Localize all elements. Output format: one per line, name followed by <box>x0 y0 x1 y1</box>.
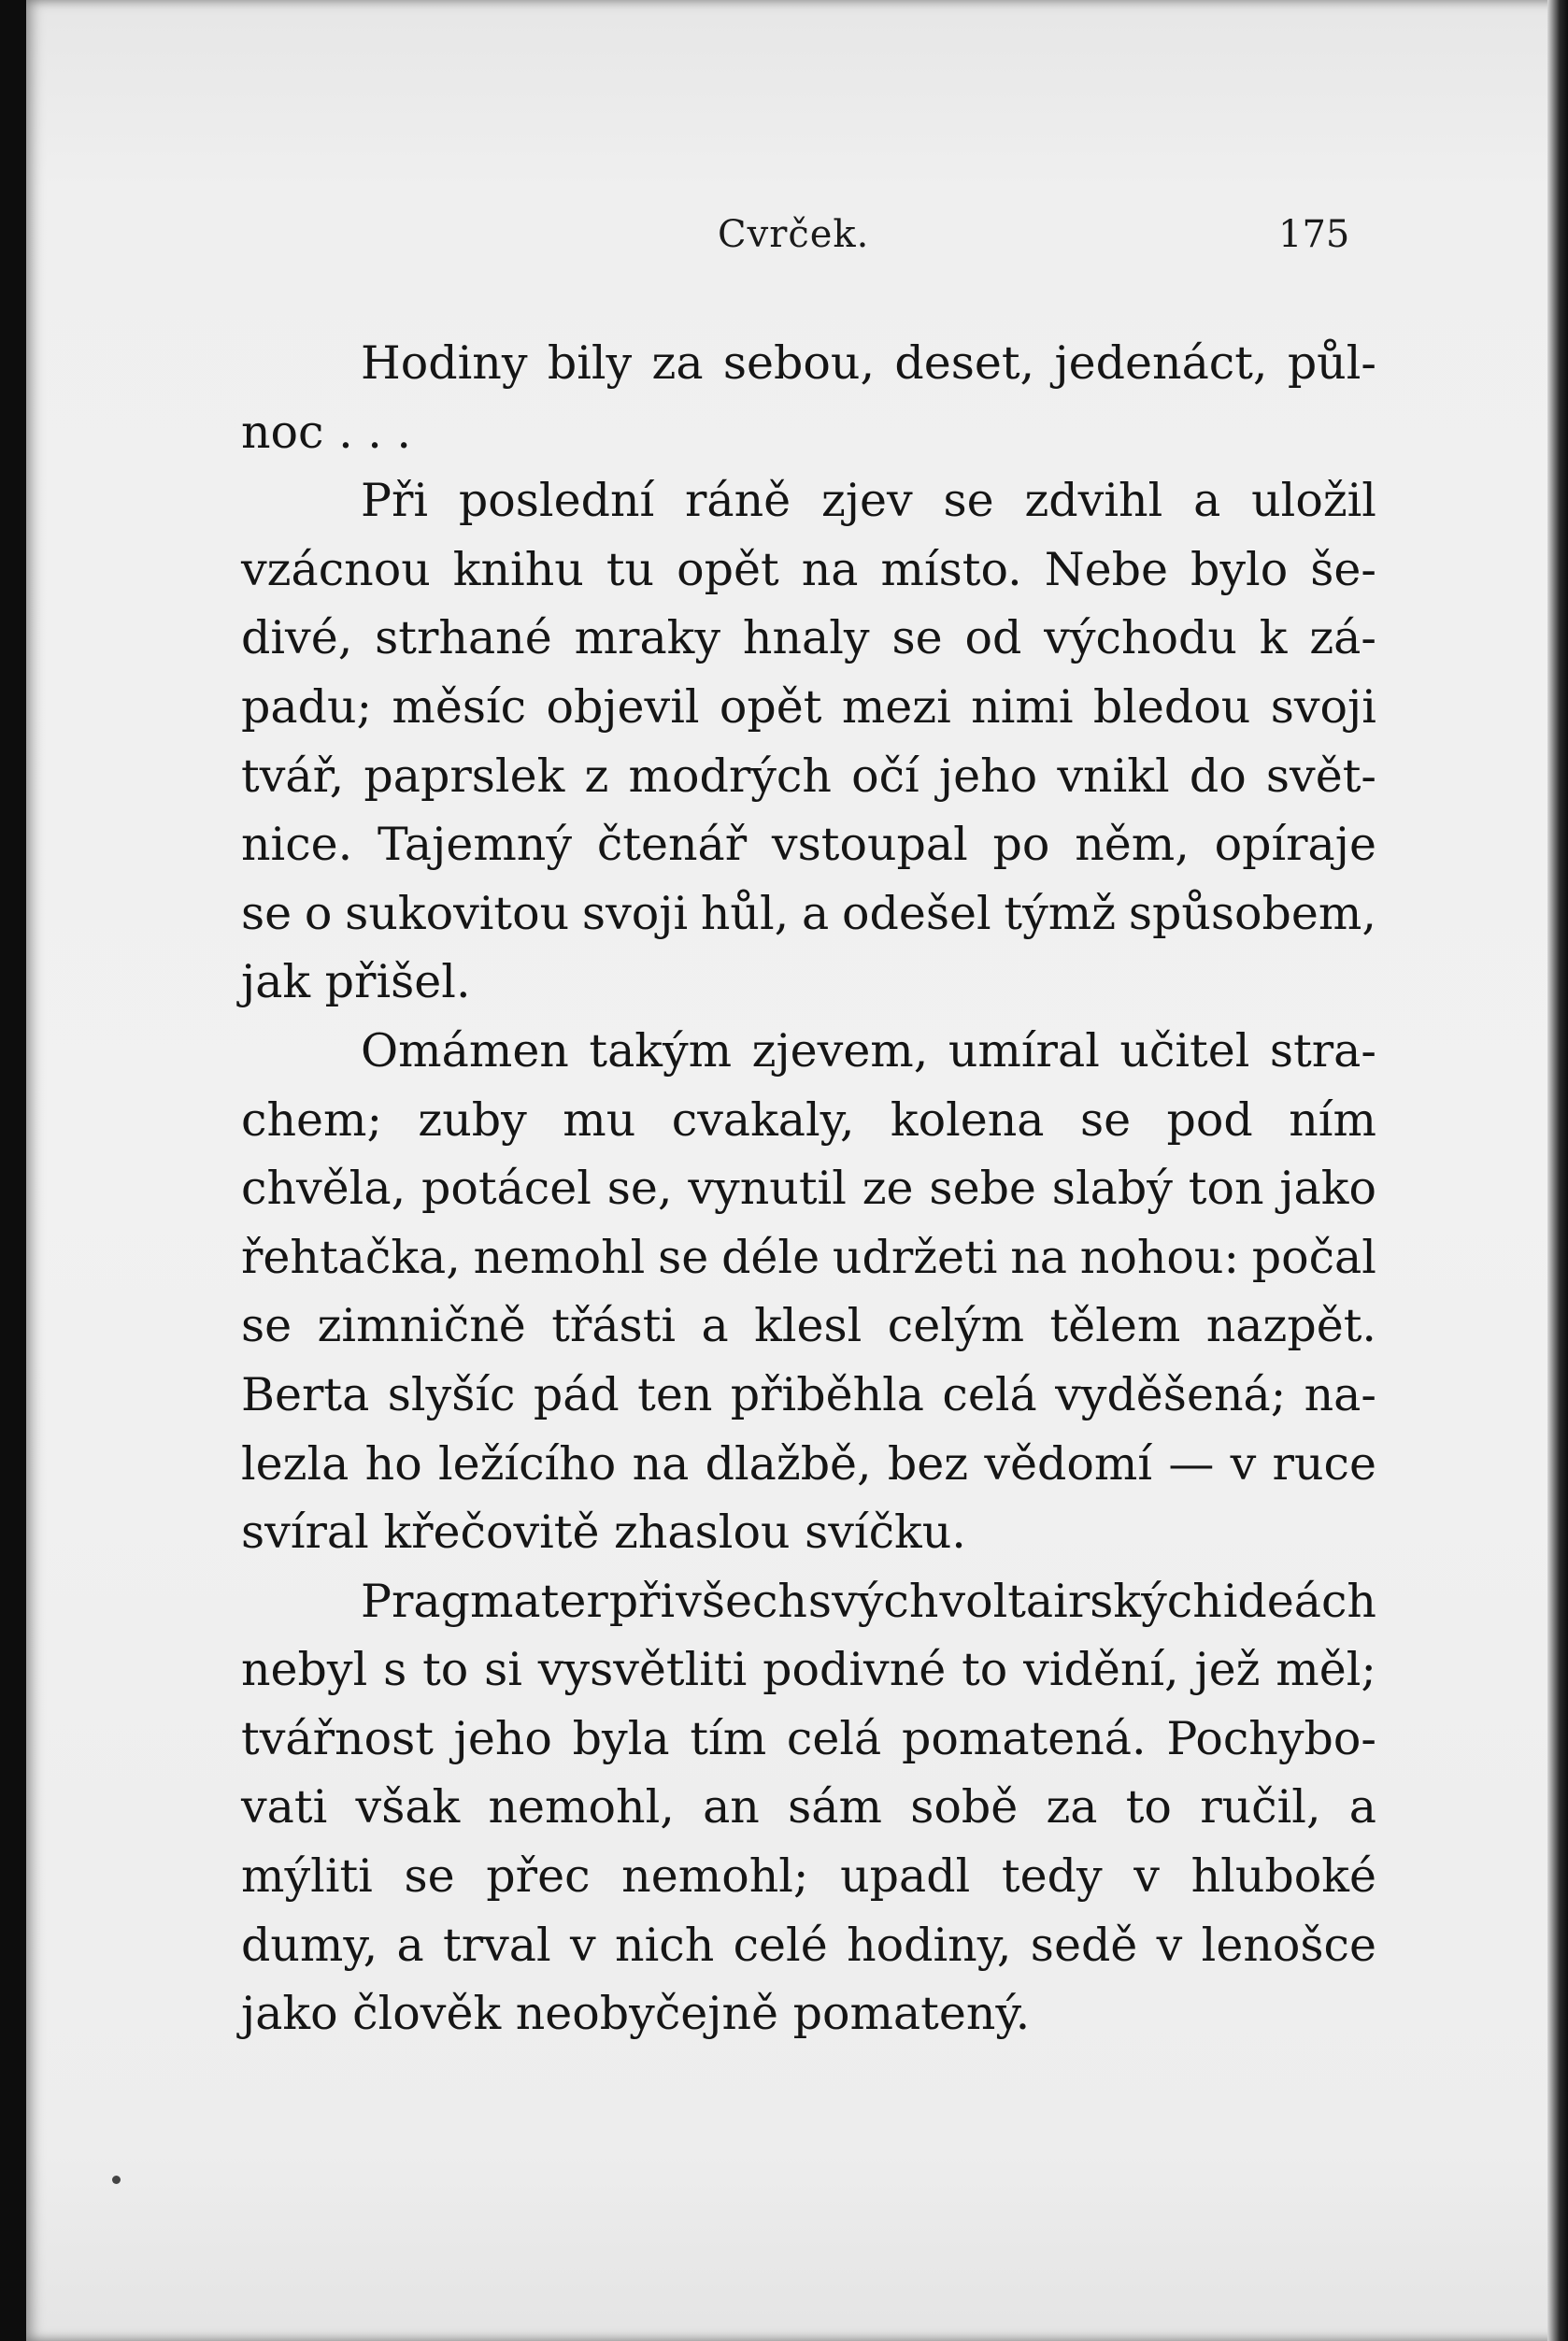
paper-speck <box>112 2176 121 2184</box>
text-line: mýliti se přec nemohl; upadl tedy v hluboké <box>241 1849 1376 1904</box>
text-line: lezla ho ležícího na dlažbě, bez vědomí — v ruce <box>241 1436 1376 1491</box>
text-line: svíral křečovitě zhaslou svíčku. <box>241 1506 966 1560</box>
page-edge-shadow <box>1547 0 1568 2341</box>
text-line: chvěla, potácel se, vynutil ze sebe slabý ton jako <box>241 1162 1376 1216</box>
text-line: Berta slyšíc pád ten přiběhla celá vyděšená; na- <box>241 1367 1376 1421</box>
text-line: vati však nemohl, an sám sobě za to ručil, a <box>241 1780 1376 1834</box>
text-line: dumy, a trval v nich celé hodiny, sedě v lenošce <box>241 1918 1376 1972</box>
book-page <box>26 0 1568 2341</box>
text-line: nice. Tajemný čtenář vstoupal po něm, opíraje <box>241 818 1376 872</box>
text-line: vzácnou knihu tu opět na místo. Nebe bylo še- <box>241 542 1376 596</box>
chapter-title: Cvrček. <box>718 213 870 256</box>
text-line: divé, strhané mraky hnaly se od východu k zá- <box>241 611 1376 665</box>
text-line: Omámen takým zjevem, umíral učitel stra- <box>361 1023 1376 1078</box>
text-line: noc . . . <box>241 405 411 459</box>
text-line: jako člověk neobyčejně pomatený. <box>241 1987 1031 2041</box>
text-line: řehtačka, nemohl se déle udržeti na nohou: počal <box>241 1230 1376 1284</box>
text-line: Hodiny bily za sebou, deset, jedenáct, půl- <box>361 336 1376 390</box>
running-header <box>26 213 1568 269</box>
text-line: se zimničně třásti a klesl celým tělem nazpět. <box>241 1299 1376 1353</box>
text-line: Při poslední ráně zjev se zdvihl a uložil <box>361 474 1376 528</box>
page-number: 175 <box>1278 213 1350 256</box>
text-line: nebyl s to si vysvětliti podivné to vidění, jež měl; <box>241 1643 1376 1697</box>
text-line: tvář, paprslek z modrých očí jeho vnikl do svět- <box>241 749 1376 803</box>
text-line: Pragmater při všech svých voltairských ideách <box>361 1574 1376 1628</box>
text-line: jak přišel. <box>241 955 471 1009</box>
text-line: se o sukovitou svoji hůl, a odešel týmž spůsobem, <box>241 886 1376 940</box>
text-line: padu; měsíc objevil opět mezi nimi bledou svoji <box>241 679 1376 734</box>
text-line: chem; zuby mu cvakaly, kolena se pod ním <box>241 1092 1376 1147</box>
text-line: tvářnost jeho byla tím celá pomatená. Pochybo- <box>241 1711 1376 1765</box>
body-text <box>241 329 1376 2048</box>
